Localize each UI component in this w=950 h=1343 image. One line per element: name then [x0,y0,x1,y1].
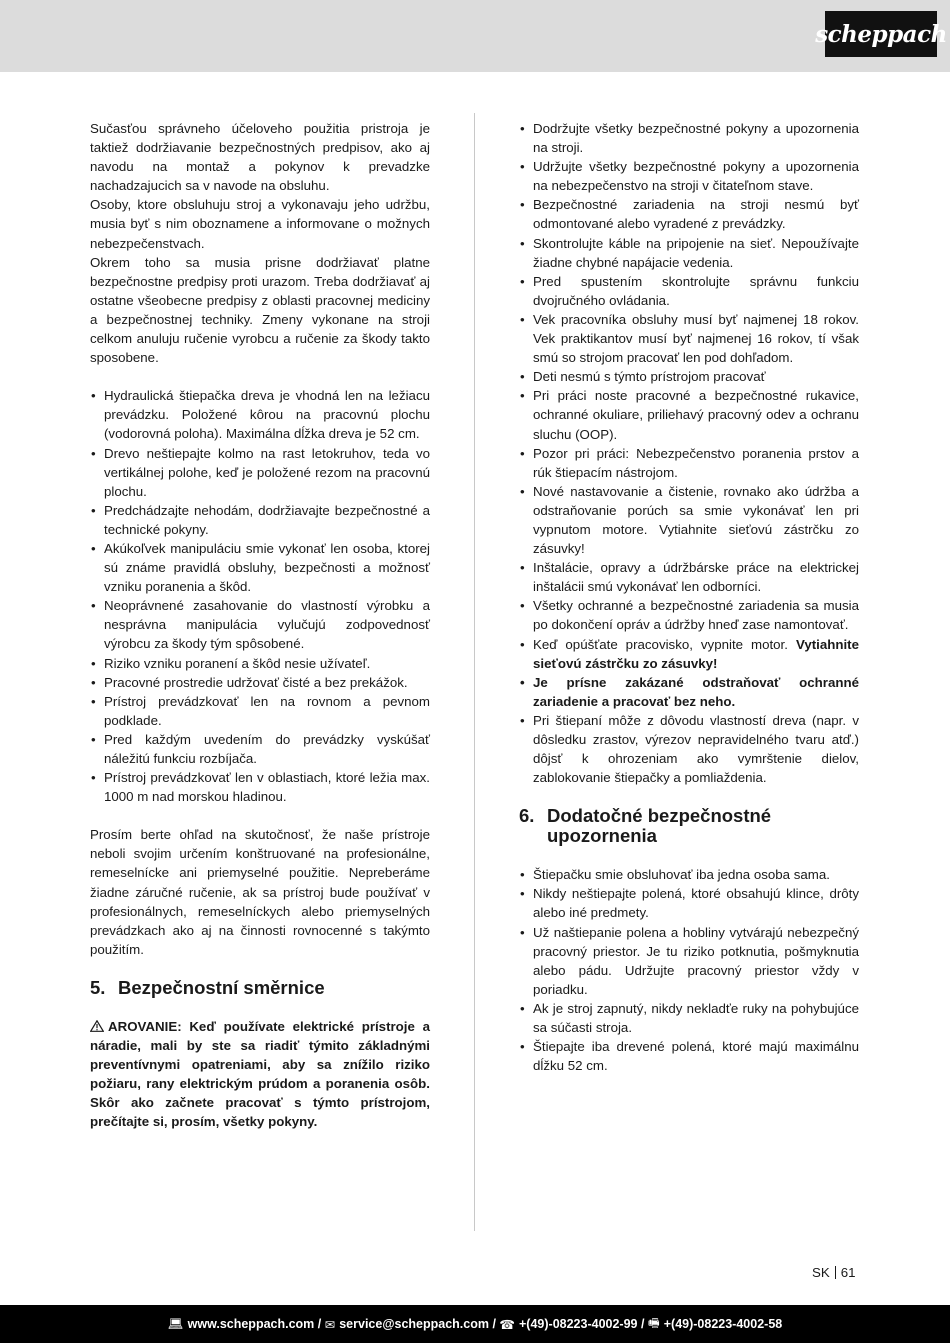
list-item: • Pred spustením skontrolujte správnu funkciu dvojručného ovládania. [519,272,859,310]
contact-footer [0,1305,950,1343]
list-item: • Pri práci noste pracovné a bezpečnostné rukavice, ochranné okuliare, priliehavý pracovný odev a ochranu sluchu (OOP). [519,386,859,443]
section-5-number: 5. [90,976,106,998]
list-item: • Pracovné prostredie udržovať čisté a bez prekážok. [90,673,430,692]
warning-triangle-icon [90,1020,104,1032]
left-column [90,119,430,1132]
list-item: • Inštalácie, opravy a údržbárske práce na elektrickej inštalácii smú vykonávať len odborníci. [519,558,859,596]
list-item: • Ak je stroj zapnutý, nikdy nekladťe ruky na pohybujúce sa súčasti stroja. [519,999,859,1037]
list-item: • Vek pracovníka obsluhy musí byť najmenej 18 rokov. Vek praktikantov musí byť najmenej 16 rokov, tí však smú so strojom pracovať len pod dohľadom. [519,310,859,367]
page-number [812,1265,856,1280]
page-number-value: 61 [840,1265,856,1280]
list-item: • Drevo neštiepajte kolmo na rast letokruhov, teda vo vertikálnej polohe, keď je položené rezom na pracovnú plochu. [90,444,430,501]
brand-logo: scheppach [825,11,937,57]
section-5-heading [90,978,430,998]
list-item: • Pred každým uvedením do prevádzky vyskúšať náležitú funkciu rozbíjača. [90,730,430,768]
intro-paragraph: Okrem toho sa musia prisne dodržiavať platne bezpečnostne predpisy proti urazom. Treba dodržiavať aj ostatne všeobecne predpisy z oblasti pracovnej mediciny a bezpečnostnej techniky. Zmeny vykonane na stroji celkom anuluju ručenie vyrobcu a ručenie za škody takto sposobene. [90,254,430,366]
list-item: • Nové nastavovanie a čistenie, rovnako ako údržba a odstraňovanie porúch sa smie vykonávať len pri vypnutom motore. Vytiahnite sieťovú zástrčku zo zásuvky! [519,482,859,558]
list-item: • Deti nesmú s týmto prístrojom pracovať [519,367,859,386]
list-item: • Štiepačku smie obsluhovať iba jedna osoba sama. [519,865,859,884]
section-5-title: Bezpečnostní směrnice [118,976,325,998]
column-divider [474,113,475,1231]
warning-text: AROVANIE: Keď používate elektrické prístroje a náradie, mali by ste sa riadiť týmito základnými preventívnymi opatreniami, aby sa znížilo riziko požiaru, rany elektrickým prúdom a poranenia osôb. Skôr ako začnete pracovať s týmto prístrojom, prečítajte si, prosím, všetky pokyny. [90,1018,430,1130]
list-item: • Prístroj prevádzkovať len v oblastiach, ktoré ležia max. 1000 m nad morskou hladinou. [90,768,430,806]
website-link[interactable]: www.scheppach.com / [187,1317,322,1331]
page-separator [835,1266,836,1279]
usage-bullet-list [90,386,430,806]
list-item: • Štiepajte iba drevené polená, ktoré majú maximálnu dĺžku 52 cm. [519,1037,859,1075]
language-code: SK [812,1265,830,1280]
email-link[interactable]: service@scheppach.com / [339,1317,496,1331]
list-item: • Skontrolujte káble na pripojenie na sieť. Nepoužívajte žiadne chybné napájacie vedenia. [519,234,859,272]
list-item: • Riziko vzniku poranení a škôd nesie užívateľ. [90,654,430,673]
additional-safety-list [519,865,859,1075]
warning-block [90,1017,430,1132]
list-item: • Predchádzajte nehodám, dodržiavajte bezpečnostné a technické pokyny. [90,501,430,539]
intro-paragraph: Osoby, ktore obsluhuju stroj a vykonavaju jeho udržbu, musia byť s nim oboznamene a informovane o možnych nebezpečenstvach. [90,197,430,251]
list-item: • Všetky ochranné a bezpečnostné zariadenia sa musia po dokončení opráv a údržby hneď zase namontovať. [519,596,859,634]
motor-bold-text: Vytiahnite sieťovú zástrčku zo zásuvky! [533,636,859,671]
section-6-title: Dodatočné bezpečnostné upozornenia [547,805,772,847]
phone-number: +(49)-08223-4002-99 / [519,1317,645,1331]
fax-number: +(49)-08223-4002-58 [663,1317,783,1331]
safety-bullet-list [519,119,859,787]
fax-icon: 🖷︎ [647,1315,660,1330]
list-item: • Pozor pri práci: Nebezpečenstvo poranenia prstov a rúk štiepacím nástrojom. [519,444,859,482]
list-item: • Už naštiepanie polena a hobliny vytvárajú nebezpečný pracovný priestor. Je tu riziko potknutia, pošmyknutia alebo pádu. Udržujte pracovný priestor vždy v poriadku. [519,923,859,999]
list-item: • Bezpečnostné zariadenia na stroji nesmú byť odmontované alebo vyradené z prevádzky. [519,195,859,233]
motor-text: Keď opúšťate pracovisko, vypnite motor. [533,636,788,652]
section-6-number: 6. [519,805,535,827]
list-item: • Neoprávnené zasahovanie do vlastností výrobku a nesprávna manipulácia vylučujú zodpovednosť výrobcu za škody tým spôsobené. [90,596,430,653]
phone-icon: ☎ [499,1317,515,1332]
mail-icon: ✉ [324,1317,336,1332]
list-item: • Prístroj prevádzkovať len na rovnom a pevnom podklade. [90,692,430,730]
header-band [0,0,950,72]
computer-icon: 💻︎ [167,1316,184,1331]
list-item: • Udržujte všetky bezpečnostné pokyny a upozornenia na nebezpečenstvo na stroji v čitateľnom stave. [519,157,859,195]
list-item: • Akúkoľvek manipuláciu smie vykonať len osoba, ktorej sú známe pravidlá obsluhy, bezpečnosti a možnosť vzniku poranenia a škôd. [90,539,430,596]
list-item: • Je prísne zakázané odstraňovať ochranné zariadenie a pracovať bez neho. [519,673,859,711]
list-item: • Pri štiepaní môže z dôvodu vlastností dreva (napr. v dôsledku zrastov, výrezov nepravidelného tvaru atď.) dôjsť k ohrozeniam ako vymrštenie dielov, zablokovanie štiepačky a pomliaždenia. [519,711,859,787]
list-item: • Hydraulická štiepačka dreva je vhodná len na ležiacu prevádzku. Položené kôrou na pracovnú plochu (vodorovná poloha). Maximálna dĺžka dreva je 52 cm. [90,386,430,443]
liability-paragraph: Prosím berte ohľad na skutočnosť, že naše prístroje neboli svojim určením konštruované na profesionálne, remeselnícke ani priemyselné použitie. Nepreberáme žiadne záručné ručenie, ak sa prístroj bude používať v profesionálnych, remeselníckych alebo priemyselných prevádzkach ako aj na činnosti rovnocenné s takýmto použitím. [90,827,430,957]
section-6-heading [519,806,859,846]
intro-paragraph: Sučasťou správneho účeloveho použitia pristroja je taktiež dodržiavanie bezpečnostných predpisov, ako aj navodu na montaž a pokynov k prevadzke nachadzajucich sa v navode na obsluhu. [90,121,430,194]
list-item: • Dodržujte všetky bezpečnostné pokyny a upozornenia na stroji. [519,119,859,157]
list-item [519,635,859,673]
list-item: • Nikdy neštiepajte polená, ktoré obsahujú klince, drôty alebo iné predmety. [519,884,859,922]
right-column [519,119,859,1075]
